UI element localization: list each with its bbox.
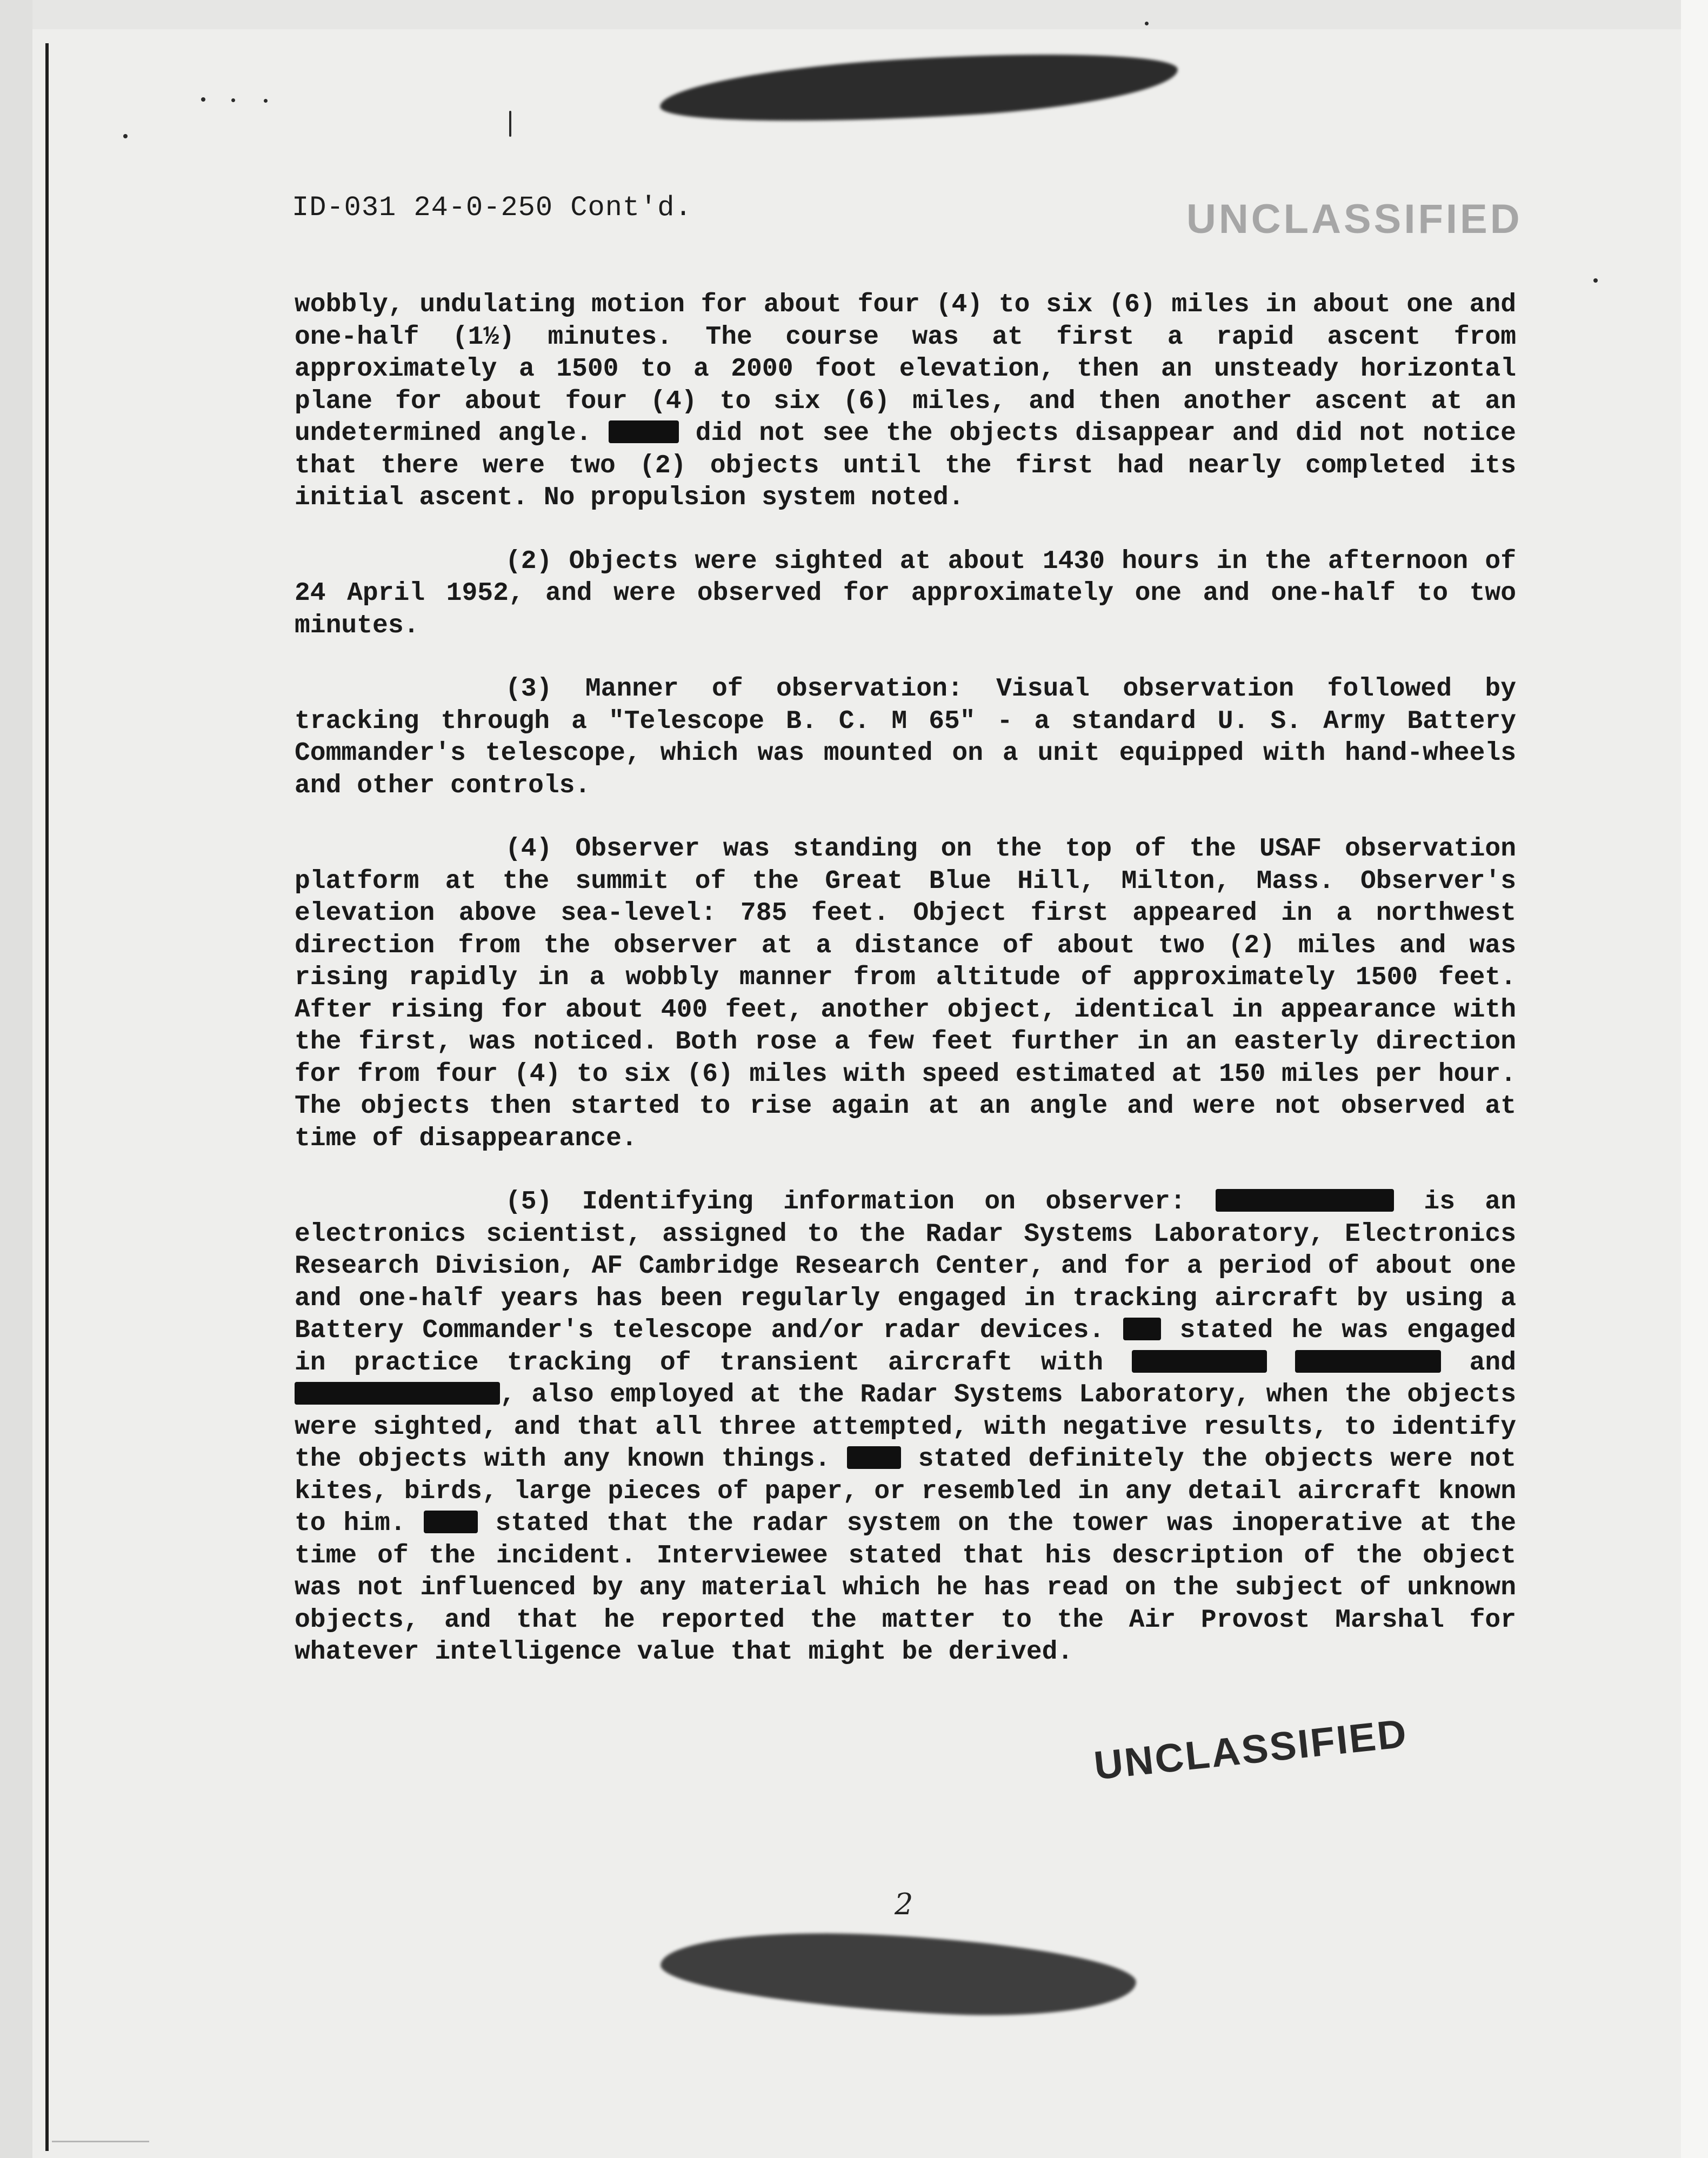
redaction-bar [1132, 1350, 1267, 1373]
scan-right-edge [1681, 0, 1708, 2158]
paragraph-3 [295, 673, 1516, 802]
speck [123, 134, 128, 138]
document-body [295, 289, 1516, 1669]
paragraph-number: (3) [505, 674, 552, 704]
paragraph-text: , also employed at the Radar Systems Laboratory, when the objects were sighted, and that all three attempted, with negative results, to identify the objects with any known things. [295, 1380, 1516, 1474]
speck [1145, 22, 1149, 25]
redaction-bar [609, 420, 679, 443]
paragraph-text: stated he was engaged in practice tracking of transient aircraft with [295, 1316, 1516, 1378]
classification-stamp-bottom: UNCLASSIFIED [1092, 1711, 1410, 1788]
scan-left-margin [0, 0, 32, 2158]
paragraph-text: is an electronics scientist, assigned to the Radar Systems Laboratory, Electronics Research Division, AF Cambridge Research Center, and for a period of about one and one-half years has been regularly engaged in tracking aircraft by using a Battery Commander's telescope and/or radar devices. [295, 1187, 1517, 1345]
redaction-bar [295, 1382, 500, 1405]
paragraph-continued [295, 289, 1516, 515]
paragraph-5 [295, 1186, 1516, 1669]
redaction-bar [1123, 1318, 1161, 1340]
paragraph-text: Manner of observation: Visual observation followed by tracking through a "Telescope B. C. M 65" - a standard U. S. Army Battery Commander's telescope, which was mounted on a unit equipped with hand-wheels and other controls. [295, 674, 1516, 800]
paragraph-text: stated definitely the objects were not kites, birds, large pieces of paper, or resembled in any detail aircraft known to him. [295, 1445, 1517, 1538]
speck [1593, 278, 1598, 283]
corner-scrawl [52, 2127, 149, 2142]
paragraph-text: Observer was standing on the top of the USAF observation platform at the summit of the Great Blue Hill, Milton, Mass. Observer's elevation above sea-level: 785 feet. Object first appeared in a northwest direction from the observer at a distance of about two (2) miles and was rising rapidly in a wobbly manner from altitude of approximately 1500 feet. After rising for about 400 feet, another object, identical in appearance with the first, was noticed. Both rose a few feet further in an easterly direction for from four (4) to six (6) miles with speed estimated at 150 miles per hour. The objects then started to rise again at an angle and were not observed at time of disappearance. [295, 834, 1517, 1153]
speck [264, 99, 268, 103]
paragraph-text: and [1469, 1348, 1516, 1378]
redaction-bar [424, 1511, 478, 1533]
top-redaction-smudge [658, 43, 1180, 133]
speck [201, 97, 205, 102]
bottom-redaction-smudge [659, 1923, 1138, 2024]
paragraph-4 [295, 833, 1516, 1155]
scan-binding-line [45, 43, 49, 2151]
paragraph-2 [295, 546, 1516, 643]
redaction-bar [1216, 1189, 1394, 1212]
paragraph-text: stated that the radar system on the tower was inoperative at the time of the incident. Interviewee stated that his description of the object was not influenced by any material which he has read on the subject of unknown objects, and that he reported the matter to the Air Provost Marshal for whatever intelligence value that might be derived. [295, 1509, 1517, 1667]
paragraph-text: Identifying information on observer: [582, 1187, 1186, 1217]
pen-mark [509, 111, 511, 137]
redaction-bar [847, 1446, 901, 1469]
paragraph-number: (2) [505, 546, 552, 576]
scan-top-edge [0, 0, 1708, 29]
speck [231, 98, 235, 102]
page-number: 2 [895, 1887, 913, 1921]
redaction-bar [1295, 1350, 1441, 1373]
paragraph-text: Objects were sighted at about 1430 hours in the afternoon of 24 April 1952, and were observed for approximately one and one-half to two minutes. [295, 546, 1516, 640]
paragraph-number: (4) [505, 834, 552, 864]
document-reference: ID-031 24-0-250 Cont'd. [292, 192, 692, 224]
paragraph-number: (5) [505, 1187, 552, 1217]
paragraph-text: wobbly, undulating motion for about four (4) to six (6) miles in about one and one-half (1½) minutes. The course was at first a rapid ascent from approximately a 1500 to a 2000 foot elevation, then an unsteady horizontal plane for about four (4) to six (6) miles, and then another ascent at an undetermined angle. [295, 290, 1516, 448]
paragraph-text: did not see the objects disappear and did not notice that there were two (2) objects until the first had nearly completed its initial ascent. No propulsion system noted. [295, 419, 1516, 512]
classification-stamp-top: UNCLASSIFIED [1186, 196, 1523, 242]
